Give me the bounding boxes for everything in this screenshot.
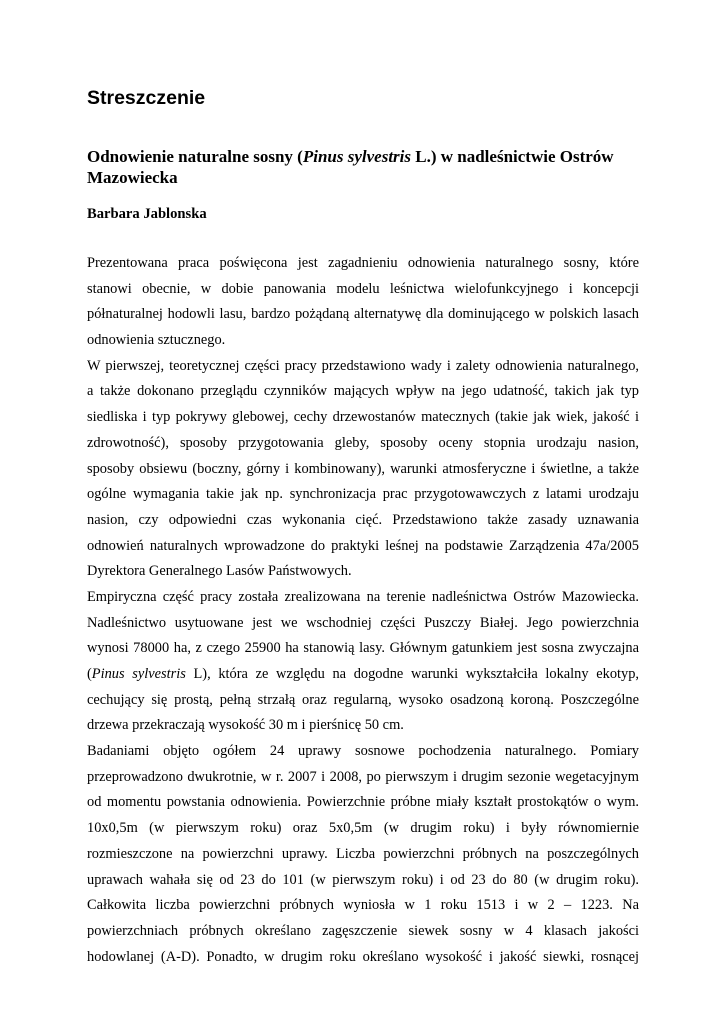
text-line: nasion, czy odpowiedni czas wykonania cięć. Przedstawiono także zasady uznawania: [87, 511, 639, 528]
title-line-2: Mazowiecka: [87, 168, 178, 187]
text-line: półnaturalnej hodowli lasu, bardzo pożądaną alternatywę dla dominującego w polskich lasach: [87, 306, 639, 323]
text-line: W pierwszej, teoretycznej części pracy przedstawiono wady i zalety odnowienia naturalnego,: [87, 357, 639, 374]
title-species: Pinus sylvestris: [302, 147, 411, 166]
text-line-with-species: [87, 663, 639, 689]
author-name: Barbara Jablonska: [87, 206, 207, 222]
text-line: rozmieszczone na powierzchni uprawy. Liczba powierzchni próbnych na poszczególnych: [87, 845, 639, 862]
text-line: od momentu powstania odnowienia. Powierzchnie próbne miały kształt prostokątów o wym.: [87, 794, 639, 811]
text-line: zdrowotność), sposoby przygotowania gleby, sposoby oceny stopnia urodzaju nasion,: [87, 434, 639, 451]
text-line-pre: (: [87, 666, 92, 682]
section-heading: Streszczenie: [87, 87, 206, 109]
text-line: 10x0,5m (w pierwszym roku) oraz 5x0,5m (w drugim roku) i były równomiernie: [87, 820, 639, 837]
text-line: Całkowita liczba powierzchni próbnych wyniosła w 1 roku 1513 i w 2 – 1223. Na: [87, 897, 639, 914]
title-part-2: L.) w nadleśnictwie Ostrów: [411, 147, 614, 166]
text-line: siedliska i typ pokrywy glebowej, cechy drzewostanów matecznych (takie jak wiek, jakość i: [87, 409, 639, 426]
text-line: stanowi obecnie, w dobie panowania modelu leśnictwa wielofunkcyjnego i koncepcji: [87, 280, 639, 297]
text-line: Dyrektora Generalnego Lasów Państwowych.: [87, 563, 352, 580]
text-line: Empiryczna część pracy została zrealizowana na terenie nadleśnictwa Ostrów Mazowiecka.: [87, 588, 639, 605]
text-line: a także dokonano przeglądu czynników mających wpływ na jego udatność, takich jak typ: [87, 383, 639, 400]
title-part-1: Odnowienie naturalne sosny (: [87, 147, 303, 166]
text-line-post: L), która ze względu na dogodne warunki wykształciła lokalny ekotyp,: [185, 666, 639, 682]
text-line: wynosi 78000 ha, z czego 25900 ha stanowią lasy. Głównym gatunkiem jest sosna zwyczajna: [87, 640, 639, 657]
text-line: ogólne wymagania takie jak np. synchronizacja prac przygotowawczych z latami urodzaju: [87, 486, 639, 503]
text-line: cechujący się prostą, pełną strzałą oraz regularną, wysoko osadzoną koroną. Poszczególne: [87, 691, 639, 708]
abstract-body: [87, 252, 639, 971]
document-title: [87, 146, 639, 188]
text-line: Nadleśnictwo usytuowane jest we wschodniej części Puszczy Białej. Jego powierzchnia: [87, 614, 639, 631]
text-line: Prezentowana praca poświęcona jest zagadnieniu odnowienia naturalnego sosny, które: [87, 255, 639, 271]
text-line: uprawach wahała się od 23 do 101 (w pierwszym roku) i od 23 do 80 (w drugim roku).: [87, 871, 639, 888]
text-line: Badaniami objęto ogółem 24 uprawy sosnowe pochodzenia naturalnego. Pomiary: [87, 743, 639, 760]
text-line: przeprowadzono dwukrotnie, w r. 2007 i 2008, po pierwszym i drugim sezonie wegetacyjnym: [87, 768, 639, 785]
text-line: odnowień naturalnych wprowadzone do praktyki leśnej na podstawie Zarządzenia 47a/2005: [87, 537, 639, 554]
species-name: Pinus sylvestris: [91, 666, 186, 682]
text-line: hodowlanej (A-D). Ponadto, w drugim roku określano wysokość i jakość siewki, rosnącej: [87, 948, 639, 965]
text-line: sposoby obsiewu (boczny, górny i kombinowany), warunki atmosferyczne i świetlne, a także: [87, 460, 639, 477]
text-line: odnowienia sztucznego.: [87, 332, 226, 349]
text-line: drzewa przekraczają wysokość 30 m i pierśnicę 50 cm.: [87, 717, 404, 734]
text-line: powierzchniach próbnych określano zagęszczenie siewek sosny w 4 klasach jakości: [87, 922, 639, 939]
